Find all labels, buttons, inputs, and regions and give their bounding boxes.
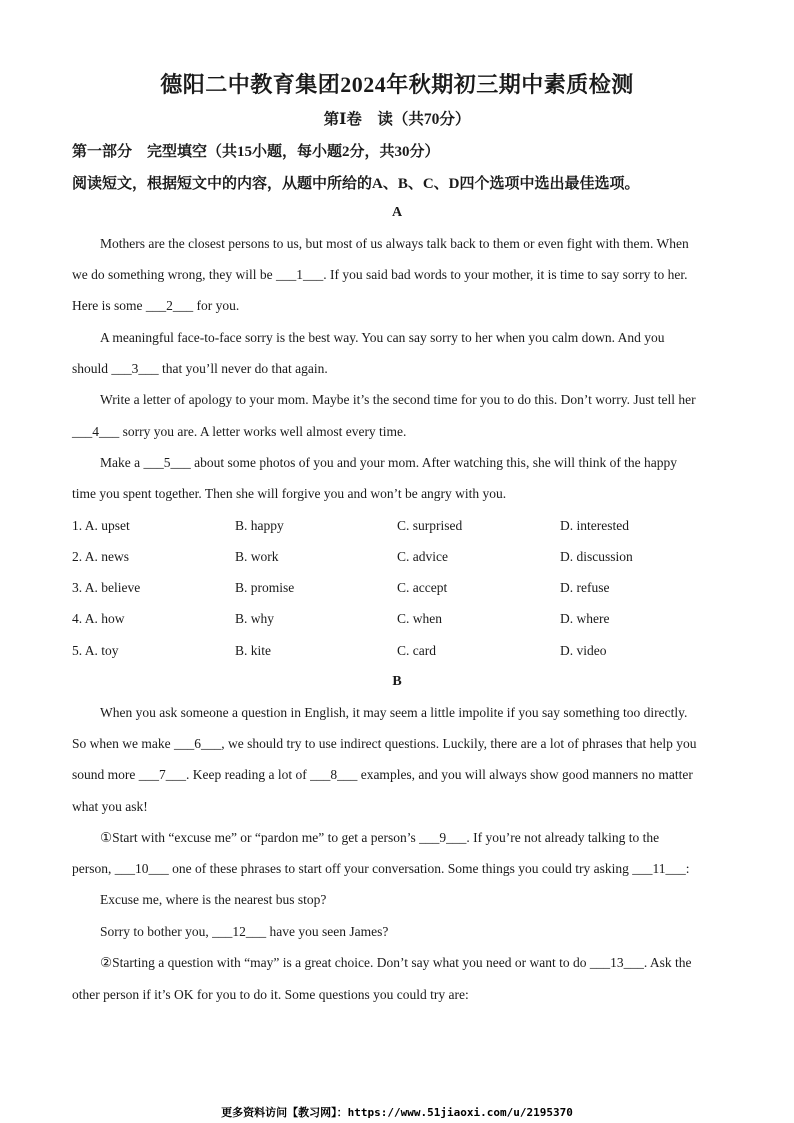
option-2c: C. advice: [397, 549, 448, 564]
text: Here is some: [72, 298, 146, 313]
text: Sorry to bother you,: [100, 924, 213, 939]
passage-line: [100, 705, 687, 721]
passage-line: [100, 955, 692, 971]
text: Mothers are the closest persons to us, but most of us always talk back to them or even fight with them. When: [100, 236, 689, 251]
passage-line: [100, 924, 388, 940]
part-heading: 第一部分 完型填空（共15小题，每小题2分，共30分）: [72, 144, 440, 160]
option-1b: B. happy: [235, 518, 284, 533]
option-4c: C. when: [397, 611, 442, 626]
passage-line: [72, 424, 406, 440]
text: sorry you are. A letter works well almost every time.: [119, 424, 407, 439]
option-3b: B. promise: [235, 580, 295, 595]
text: other person if it’s OK for you to do it. Some questions you could try are:: [72, 987, 469, 1002]
text: that you’ll never do that again.: [158, 361, 328, 376]
option-2b: B. work: [235, 549, 279, 564]
blank-3: ___3___: [111, 361, 159, 376]
passage-line: [100, 892, 326, 908]
text: :: [685, 861, 690, 876]
footer-link[interactable]: 更多资料访问【教习网】：https://www.51jiaoxi.com/u/2195370: [221, 1106, 573, 1119]
option-5b: B. kite: [235, 643, 271, 658]
option-1c: C. surprised: [397, 518, 463, 533]
text: one of these phrases to start off your conversation. Some things you could try asking: [168, 861, 633, 876]
option-5d: D. video: [560, 643, 607, 658]
passage-line: [72, 861, 690, 877]
passage-line: [72, 736, 697, 752]
passage-line: [72, 987, 469, 1003]
option-2a: 2. A. news: [72, 549, 129, 564]
option-1a: 1. A. upset: [72, 518, 130, 533]
passage-line: [72, 767, 693, 783]
passage-line: [100, 392, 696, 408]
passage-line: [72, 799, 148, 815]
blank-13: ___13___: [589, 955, 644, 970]
passage-line: [100, 455, 677, 471]
text: examples, and you will always show good manners no matter: [357, 767, 693, 782]
text: should: [72, 361, 112, 376]
passage-line: [100, 830, 659, 846]
blank-6: ___6___: [173, 736, 222, 751]
text: . If you’re not already talking to the: [466, 830, 660, 845]
text: Write a letter of apology to your mom. Maybe it’s the second time for you to do this. Don’t worry. Just tell her: [100, 392, 696, 407]
blank-7: ___7___: [138, 767, 186, 782]
exam-title: 德阳二中教育集团2024年秋期初三期中素质检测: [160, 72, 634, 97]
option-4a: 4. A. how: [72, 611, 125, 626]
text: time you spent together. Then she will forgive you and won’t be angry with you.: [72, 486, 507, 501]
text: When you ask someone a question in English, it may seem a little impolite if you say something too directly.: [100, 705, 688, 720]
blank-4: ___4___: [72, 424, 120, 439]
text: Make a: [100, 455, 144, 470]
passage-line: [100, 330, 665, 346]
blank-12: ___12___: [212, 924, 267, 939]
option-4d: D. where: [560, 611, 610, 626]
option-2d: D. discussion: [560, 549, 633, 564]
option-1d: D. interested: [560, 518, 629, 533]
text: about some photos of you and your mom. After watching this, she will think of the happy: [190, 455, 678, 470]
blank-9: ___9___: [419, 830, 467, 845]
option-3d: D. refuse: [560, 580, 610, 595]
text: ①Start with “excuse me” or “pardon me” to get a person’s: [100, 830, 420, 845]
option-3c: C. accept: [397, 580, 448, 595]
blank-8: ___8___: [310, 767, 358, 782]
passage-line: [100, 236, 689, 252]
section-b-label: B: [392, 674, 402, 689]
text: person,: [72, 861, 115, 876]
text: what you ask!: [72, 799, 148, 814]
text: sound more: [72, 767, 139, 782]
option-5c: C. card: [397, 643, 436, 658]
text: ②Starting a question with “may” is a great choice. Don’t say what you need or want to do: [100, 955, 590, 970]
option-3a: 3. A. believe: [72, 580, 141, 595]
text: have you seen James?: [266, 924, 389, 939]
blank-1: ___1___: [275, 267, 324, 282]
text: A meaningful face-to-face sorry is the best way. You can say sorry to her when you calm down. And you: [100, 330, 665, 345]
text: for you.: [193, 298, 240, 313]
instructions: 阅读短文，根据短文中的内容，从题中所给的A、B、C、D四个选项中选出最佳选项。: [72, 176, 640, 192]
text: So when we make: [72, 736, 174, 751]
option-4b: B. why: [235, 611, 275, 626]
text: Excuse me, where is the nearest bus stop?: [100, 892, 327, 907]
passage-line: [72, 267, 688, 283]
exam-subtitle: 第Ⅰ卷 读（共70分）: [323, 111, 471, 128]
blank-2: ___2___: [145, 298, 194, 313]
section-a-label: A: [391, 205, 403, 220]
text: . Ask the: [643, 955, 692, 970]
blank-5: ___5___: [143, 455, 191, 470]
blank-10: ___10___: [114, 861, 169, 876]
text: , we should try to use indirect questions. Luckily, there are a lot of phrases that help you: [221, 736, 697, 751]
text: . If you said bad words to your mother, it is time to say sorry to her.: [323, 267, 688, 282]
text: we do something wrong, they will be: [72, 267, 276, 282]
passage-line: [72, 486, 506, 502]
passage-line: [72, 298, 239, 314]
text: . Keep reading a lot of: [186, 767, 311, 782]
blank-11: ___11___: [632, 861, 686, 876]
option-5a: 5. A. toy: [72, 643, 119, 658]
passage-line: [72, 361, 328, 377]
